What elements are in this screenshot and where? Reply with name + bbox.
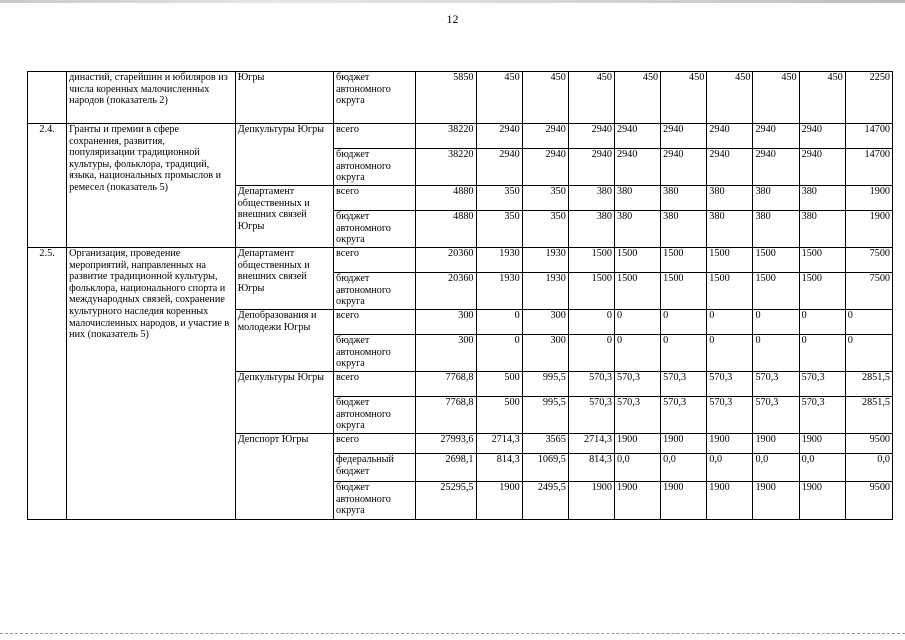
responsible-executor-cell: Депспорт Югры xyxy=(235,434,333,520)
year-value-cell: 300 xyxy=(522,335,568,372)
funding-source-cell: бюджет автономного округа xyxy=(334,72,416,124)
year-value-cell: 350 xyxy=(522,186,568,211)
row-index-cell xyxy=(28,72,67,124)
year-value-cell: 1500 xyxy=(614,273,660,310)
total-value-cell: 27993,6 xyxy=(416,434,476,454)
year-value-cell: 570,3 xyxy=(614,372,660,397)
year-value-cell: 2940 xyxy=(707,149,753,186)
year-value-cell: 814,3 xyxy=(568,454,614,482)
year-value-cell: 2250 xyxy=(845,72,892,124)
funding-source-cell: всего xyxy=(334,434,416,454)
funding-source-cell: всего xyxy=(334,310,416,335)
year-value-cell: 2495,5 xyxy=(522,482,568,520)
scan-bottom-edge xyxy=(0,633,905,635)
total-value-cell: 25295,5 xyxy=(416,482,476,520)
year-value-cell: 2940 xyxy=(799,149,845,186)
year-value-cell: 570,3 xyxy=(753,397,799,434)
year-value-cell: 1900 xyxy=(799,434,845,454)
year-value-cell: 450 xyxy=(614,72,660,124)
responsible-executor-cell: Югры xyxy=(235,72,333,124)
year-value-cell: 7500 xyxy=(845,273,892,310)
year-value-cell: 0,0 xyxy=(614,454,660,482)
year-value-cell: 1500 xyxy=(661,273,707,310)
funding-source-cell: всего xyxy=(334,124,416,149)
year-value-cell: 500 xyxy=(476,397,522,434)
funding-source-cell: бюджет автономного округа xyxy=(334,211,416,248)
table-row xyxy=(28,124,893,149)
year-value-cell: 0 xyxy=(568,310,614,335)
year-value-cell: 570,3 xyxy=(568,372,614,397)
year-value-cell: 1900 xyxy=(707,434,753,454)
scan-top-edge xyxy=(0,0,905,3)
row-index-cell: 2.5. xyxy=(28,248,67,520)
year-value-cell: 1900 xyxy=(614,434,660,454)
year-value-cell: 1500 xyxy=(753,273,799,310)
year-value-cell: 0 xyxy=(753,335,799,372)
year-value-cell: 14700 xyxy=(845,124,892,149)
table-row xyxy=(28,248,893,273)
year-value-cell: 380 xyxy=(614,211,660,248)
funding-source-cell: бюджет автономного округа xyxy=(334,273,416,310)
year-value-cell: 0 xyxy=(476,335,522,372)
year-value-cell: 1930 xyxy=(476,248,522,273)
total-value-cell: 38220 xyxy=(416,149,476,186)
year-value-cell: 0 xyxy=(661,335,707,372)
total-value-cell: 4880 xyxy=(416,211,476,248)
program-funding-table xyxy=(27,71,893,520)
year-value-cell: 1900 xyxy=(707,482,753,520)
responsible-executor-cell: Депкультуры Югры xyxy=(235,124,333,186)
year-value-cell: 1500 xyxy=(568,273,614,310)
table-row xyxy=(28,72,893,124)
year-value-cell: 1500 xyxy=(753,248,799,273)
total-value-cell: 20360 xyxy=(416,248,476,273)
year-value-cell: 380 xyxy=(661,211,707,248)
year-value-cell: 0,0 xyxy=(799,454,845,482)
funding-source-cell: бюджет автономного округа xyxy=(334,397,416,434)
year-value-cell: 570,3 xyxy=(707,372,753,397)
year-value-cell: 300 xyxy=(522,310,568,335)
year-value-cell: 1500 xyxy=(799,273,845,310)
total-value-cell: 5850 xyxy=(416,72,476,124)
year-value-cell: 995,5 xyxy=(522,397,568,434)
total-value-cell: 7768,8 xyxy=(416,397,476,434)
year-value-cell: 570,3 xyxy=(661,397,707,434)
year-value-cell: 1900 xyxy=(476,482,522,520)
year-value-cell: 570,3 xyxy=(799,372,845,397)
year-value-cell: 2714,3 xyxy=(568,434,614,454)
year-value-cell: 1900 xyxy=(799,482,845,520)
year-value-cell: 450 xyxy=(707,72,753,124)
year-value-cell: 1930 xyxy=(522,248,568,273)
year-value-cell: 1930 xyxy=(476,273,522,310)
year-value-cell: 0 xyxy=(614,310,660,335)
year-value-cell: 500 xyxy=(476,372,522,397)
year-value-cell: 380 xyxy=(661,186,707,211)
year-value-cell: 570,3 xyxy=(753,372,799,397)
responsible-executor-cell: Депобразования и молодежи Югры xyxy=(235,310,333,372)
year-value-cell: 2940 xyxy=(753,149,799,186)
year-value-cell: 2940 xyxy=(568,149,614,186)
year-value-cell: 1500 xyxy=(799,248,845,273)
year-value-cell: 1900 xyxy=(568,482,614,520)
year-value-cell: 380 xyxy=(568,211,614,248)
year-value-cell: 2940 xyxy=(707,124,753,149)
year-value-cell: 3565 xyxy=(522,434,568,454)
year-value-cell: 570,3 xyxy=(568,397,614,434)
total-value-cell: 2698,1 xyxy=(416,454,476,482)
year-value-cell: 380 xyxy=(614,186,660,211)
year-value-cell: 2940 xyxy=(522,124,568,149)
year-value-cell: 2940 xyxy=(476,149,522,186)
total-value-cell: 20360 xyxy=(416,273,476,310)
year-value-cell: 0,0 xyxy=(753,454,799,482)
year-value-cell: 1900 xyxy=(845,211,892,248)
funding-source-cell: бюджет автономного округа xyxy=(334,149,416,186)
year-value-cell: 570,3 xyxy=(707,397,753,434)
year-value-cell: 2714,3 xyxy=(476,434,522,454)
year-value-cell: 0 xyxy=(753,310,799,335)
year-value-cell: 350 xyxy=(522,211,568,248)
year-value-cell: 14700 xyxy=(845,149,892,186)
year-value-cell: 814,3 xyxy=(476,454,522,482)
year-value-cell: 0 xyxy=(799,310,845,335)
year-value-cell: 1900 xyxy=(661,434,707,454)
year-value-cell: 570,3 xyxy=(799,397,845,434)
year-value-cell: 1930 xyxy=(522,273,568,310)
year-value-cell: 9500 xyxy=(845,482,892,520)
activity-name-cell: Организация, проведение мероприятий, направленных на развитие традиционной культуры, фольклора, национального спорта и международных связей, сохранение культурного наследия коренных малочисленных народов, и участие в них (показатель 5) xyxy=(67,248,236,520)
page-number: 12 xyxy=(446,12,459,26)
year-value-cell: 450 xyxy=(522,72,568,124)
year-value-cell: 380 xyxy=(707,211,753,248)
year-value-cell: 0 xyxy=(614,335,660,372)
year-value-cell: 0,0 xyxy=(707,454,753,482)
year-value-cell: 7500 xyxy=(845,248,892,273)
year-value-cell: 380 xyxy=(753,186,799,211)
year-value-cell: 1069,5 xyxy=(522,454,568,482)
year-value-cell: 450 xyxy=(753,72,799,124)
responsible-executor-cell: Депкультуры Югры xyxy=(235,372,333,434)
year-value-cell: 0,0 xyxy=(661,454,707,482)
year-value-cell: 350 xyxy=(476,211,522,248)
row-index-cell: 2.4. xyxy=(28,124,67,248)
year-value-cell: 1500 xyxy=(707,273,753,310)
funding-source-cell: бюджет автономного округа xyxy=(334,335,416,372)
funding-source-cell: федеральный бюджет xyxy=(334,454,416,482)
year-value-cell: 1500 xyxy=(568,248,614,273)
year-value-cell: 570,3 xyxy=(661,372,707,397)
year-value-cell: 1500 xyxy=(707,248,753,273)
year-value-cell: 570,3 xyxy=(614,397,660,434)
year-value-cell: 380 xyxy=(707,186,753,211)
year-value-cell: 350 xyxy=(476,186,522,211)
year-value-cell: 2940 xyxy=(614,149,660,186)
year-value-cell: 0 xyxy=(799,335,845,372)
year-value-cell: 2940 xyxy=(753,124,799,149)
year-value-cell: 0 xyxy=(707,335,753,372)
year-value-cell: 1500 xyxy=(614,248,660,273)
year-value-cell: 0 xyxy=(845,310,892,335)
year-value-cell: 0 xyxy=(568,335,614,372)
year-value-cell: 1500 xyxy=(661,248,707,273)
year-value-cell: 450 xyxy=(568,72,614,124)
year-value-cell: 0,0 xyxy=(845,454,892,482)
activity-name-cell: Гранты и премии в сфере сохранения, развития, популяризации традиционной культуры, фольклора, традиций, языка, национальных промыслов и ремесел (показатель 5) xyxy=(67,124,236,248)
year-value-cell: 2940 xyxy=(476,124,522,149)
year-value-cell: 380 xyxy=(799,211,845,248)
funding-source-cell: всего xyxy=(334,372,416,397)
funding-source-cell: всего xyxy=(334,186,416,211)
total-value-cell: 38220 xyxy=(416,124,476,149)
year-value-cell: 380 xyxy=(753,211,799,248)
year-value-cell: 380 xyxy=(568,186,614,211)
year-value-cell: 2940 xyxy=(799,124,845,149)
year-value-cell: 1900 xyxy=(661,482,707,520)
total-value-cell: 300 xyxy=(416,310,476,335)
year-value-cell: 2940 xyxy=(661,149,707,186)
year-value-cell: 995,5 xyxy=(522,372,568,397)
responsible-executor-cell: Департамент общественных и внешних связей Югры xyxy=(235,186,333,248)
total-value-cell: 4880 xyxy=(416,186,476,211)
year-value-cell: 0 xyxy=(845,335,892,372)
year-value-cell: 1900 xyxy=(614,482,660,520)
year-value-cell: 450 xyxy=(661,72,707,124)
year-value-cell: 380 xyxy=(799,186,845,211)
year-value-cell: 2940 xyxy=(661,124,707,149)
year-value-cell: 1900 xyxy=(753,482,799,520)
year-value-cell: 450 xyxy=(476,72,522,124)
year-value-cell: 9500 xyxy=(845,434,892,454)
year-value-cell: 0 xyxy=(661,310,707,335)
year-value-cell: 0 xyxy=(707,310,753,335)
total-value-cell: 300 xyxy=(416,335,476,372)
year-value-cell: 2940 xyxy=(522,149,568,186)
funding-source-cell: бюджет автономного округа xyxy=(334,482,416,520)
year-value-cell: 1900 xyxy=(753,434,799,454)
year-value-cell: 2940 xyxy=(614,124,660,149)
year-value-cell: 0 xyxy=(476,310,522,335)
year-value-cell: 2940 xyxy=(568,124,614,149)
total-value-cell: 7768,8 xyxy=(416,372,476,397)
funding-source-cell: всего xyxy=(334,248,416,273)
year-value-cell: 2851,5 xyxy=(845,372,892,397)
year-value-cell: 1900 xyxy=(845,186,892,211)
year-value-cell: 2851,5 xyxy=(845,397,892,434)
activity-name-cell: династий, старейшин и юбиляров из числа коренных малочисленных народов (показатель 2) xyxy=(67,72,236,124)
year-value-cell: 450 xyxy=(799,72,845,124)
responsible-executor-cell: Департамент общественных и внешних связей Югры xyxy=(235,248,333,310)
